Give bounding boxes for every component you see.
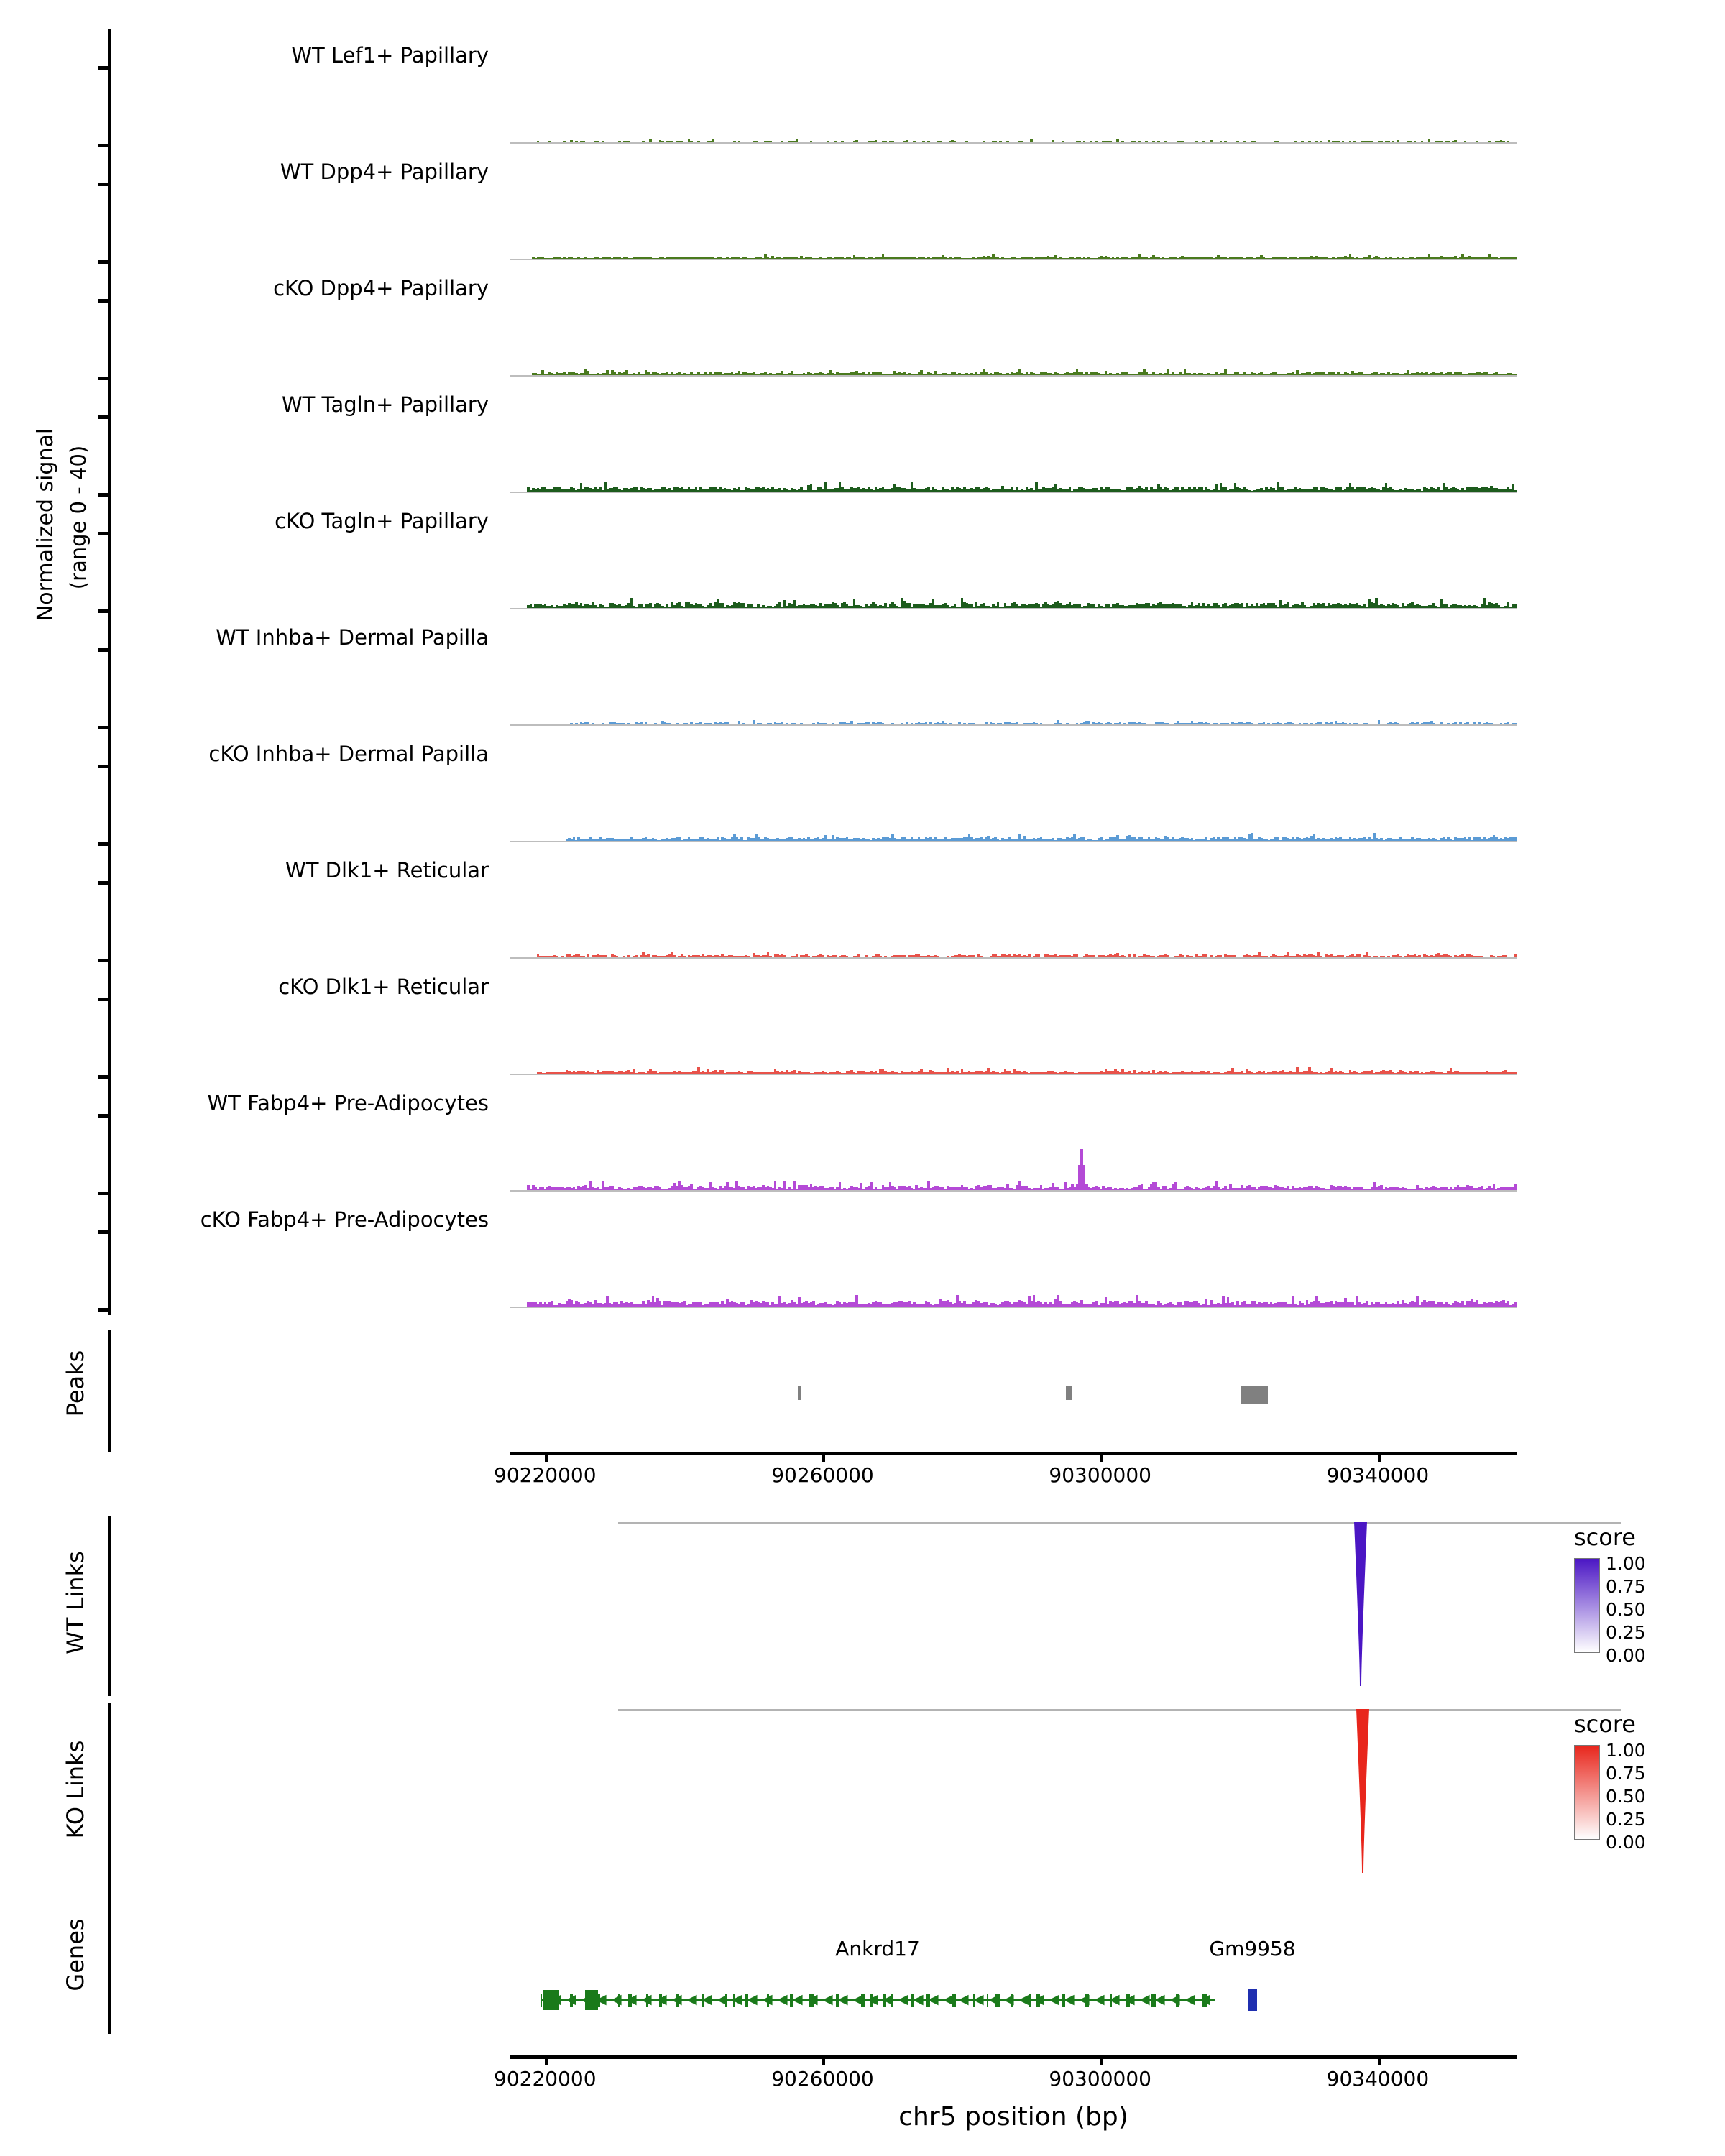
wt-legend-gradient [1574, 1558, 1600, 1653]
ko-links-axis-spine [108, 1703, 111, 1883]
gene-strand-arrow: ◀ [747, 1991, 758, 2007]
ko-links-legend [1574, 1710, 1725, 1853]
track-label: cKO Fabp4+ Pre-Adipocytes [200, 1207, 489, 1232]
coverage-track [108, 618, 1617, 726]
axis-tick [98, 959, 108, 962]
ko-link-arcs [618, 1709, 1621, 1881]
gene-strand-arrow: ◀ [852, 1991, 863, 2007]
axis-tick [98, 842, 108, 846]
axis-tick [98, 1230, 108, 1234]
gene-strand-arrow: ◀ [1109, 1991, 1120, 2007]
coverage-track [108, 1084, 1617, 1192]
axis-tick [98, 648, 108, 652]
axis-tick [98, 260, 108, 264]
gene-strand-arrow: ◀ [807, 1991, 818, 2007]
y-axis-label-line1: Normalized signal [33, 428, 58, 622]
gene-strand-arrow: ◀ [1139, 1991, 1150, 2007]
wt-links-legend [1574, 1524, 1725, 1666]
wt-legend-title: score [1574, 1524, 1636, 1551]
peaks-label: Peaks [62, 1350, 89, 1417]
track-plot [510, 648, 1517, 726]
gene-strand-arrow: ◀ [671, 1991, 682, 2007]
gene-strand-arrow: ◀ [1034, 1991, 1044, 2007]
gene-strand-arrow: ◀ [626, 1991, 637, 2007]
gene-exon [540, 1994, 542, 2007]
legend-tick-label: 1.00 [1606, 1553, 1646, 1574]
axis-tick [98, 1114, 108, 1118]
axis-tick [822, 2055, 825, 2065]
gene-strand-arrow: ◀ [973, 1991, 984, 2007]
track-plot [510, 1114, 1517, 1192]
ko-legend-ticks [1606, 1739, 1725, 1854]
gene-strand-arrow: ◀ [641, 1991, 652, 2007]
gene-strand-arrow: ◀ [1124, 1991, 1135, 2007]
axis-tick [98, 144, 108, 147]
axis-tick [545, 2055, 548, 2065]
axis-tick [98, 415, 108, 419]
track-label: cKO Dpp4+ Papillary [273, 276, 489, 300]
axis-tick [1378, 2055, 1381, 2065]
track-label: WT Tagln+ Papillary [281, 392, 489, 417]
coverage-track [108, 967, 1617, 1075]
coverage-track [108, 1200, 1617, 1308]
wt-links-label: WT Links [62, 1551, 89, 1654]
gene-strand-arrow: ◀ [1169, 1991, 1180, 2007]
gene-strand-arrow: ◀ [551, 1991, 561, 2007]
axis-tick-label: 90260000 [771, 1463, 874, 1487]
peaks-axis-spine [108, 1330, 111, 1452]
gene-exon [1248, 1989, 1257, 2011]
axis-bar [510, 1452, 1517, 1455]
axis-tick-label: 90340000 [1326, 2067, 1430, 2091]
gene-strand-arrow: ◀ [1154, 1991, 1165, 2007]
track-baseline [510, 1190, 1517, 1192]
axis-tick [545, 1452, 548, 1462]
track-baseline [510, 841, 1517, 842]
gene-strand-arrow: ◀ [596, 1991, 607, 2007]
gene-strand-arrow: ◀ [1200, 1991, 1210, 2007]
gene-strand-arrow: ◀ [1184, 1991, 1195, 2007]
wt-link-arcs [618, 1522, 1621, 1695]
gene-models [510, 1883, 1517, 2034]
gene-strand-arrow: ◀ [566, 1991, 576, 2007]
coverage-track [108, 502, 1617, 609]
gene-strand-arrow: ◀ [837, 1991, 848, 2007]
axis-tick [98, 998, 108, 1001]
axis-tick-label: 90340000 [1326, 1463, 1430, 1487]
gene-strand-arrow: ◀ [822, 1991, 833, 2007]
gene-strand-arrow: ◀ [762, 1991, 773, 2007]
x-axis-title: chr5 position (bp) [898, 2102, 1128, 2132]
gene-strand-arrow: ◀ [898, 1991, 908, 2007]
track-baseline [510, 608, 1517, 609]
axis-tick [98, 66, 108, 70]
track-label: WT Dlk1+ Reticular [285, 858, 489, 883]
gene-strand-arrow: ◀ [1064, 1991, 1075, 2007]
genes-label: Genes [62, 1918, 89, 1991]
gene-strand-arrow: ◀ [1049, 1991, 1059, 2007]
gene-strand-arrow: ◀ [1018, 1991, 1029, 2007]
legend-tick-label: 0.25 [1606, 1809, 1646, 1830]
link-arc [1341, 1709, 1384, 1874]
coverage-track [108, 851, 1617, 959]
axis-tick-label: 90220000 [494, 2067, 597, 2091]
wt-legend-ticks [1606, 1552, 1725, 1667]
gene-strand-arrow: ◀ [1079, 1991, 1090, 2007]
legend-tick-label: 0.50 [1606, 1599, 1646, 1620]
legend-tick-label: 0.75 [1606, 1576, 1646, 1597]
gene-strand-arrow: ◀ [943, 1991, 954, 2007]
coverage-track [108, 269, 1617, 377]
gene-strand-arrow: ◀ [988, 1991, 999, 2007]
peak-region [798, 1386, 801, 1400]
gene-strand-arrow: ◀ [611, 1991, 622, 2007]
track-label: cKO Dlk1+ Reticular [278, 975, 489, 999]
y-axis-label-line2: (range 0 - 40) [66, 445, 91, 590]
track-plot [510, 183, 1517, 260]
axis-tick [98, 765, 108, 768]
gene-strand-arrow: ◀ [913, 1991, 924, 2007]
axis-tick [98, 377, 108, 380]
peaks-panel [62, 1330, 1617, 1452]
track-plot [510, 998, 1517, 1075]
wt-links-axis-spine [108, 1516, 111, 1696]
track-plot [510, 765, 1517, 842]
track-baseline [510, 259, 1517, 260]
track-baseline [510, 957, 1517, 959]
gene-strand-arrow: ◀ [581, 1991, 592, 2007]
peak-region [1066, 1386, 1072, 1400]
track-baseline [510, 1074, 1517, 1075]
track-baseline [510, 142, 1517, 144]
axis-tick [98, 1075, 108, 1079]
axis-tick [98, 1308, 108, 1312]
gene-strand-arrow: ◀ [732, 1991, 742, 2007]
track-plot [510, 415, 1517, 493]
axis-tick [98, 881, 108, 885]
axis-tick-label: 90260000 [771, 2067, 874, 2091]
track-plot [510, 1230, 1517, 1308]
track-label: cKO Tagln+ Papillary [275, 509, 489, 533]
track-label: WT Fabp4+ Pre-Adipocytes [207, 1091, 489, 1115]
genes-axis-spine [108, 1883, 111, 2034]
axis-tick [98, 493, 108, 497]
gene-strand-arrow: ◀ [883, 1991, 893, 2007]
peak-region [1241, 1386, 1268, 1404]
coverage-panel [108, 29, 1617, 1315]
gene-strand-arrow: ◀ [1003, 1991, 1014, 2007]
gene-name-label: Ankrd17 [835, 1937, 920, 1961]
link-arc [1339, 1522, 1382, 1687]
track-baseline [510, 375, 1517, 377]
track-plot [510, 881, 1517, 959]
axis-tick [822, 1452, 825, 1462]
gene-strand-arrow: ◀ [702, 1991, 712, 2007]
coverage-track [108, 152, 1617, 260]
gene-strand-arrow: ◀ [868, 1991, 878, 2007]
gene-strand-arrow: ◀ [1094, 1991, 1105, 2007]
axis-tick [1378, 1452, 1381, 1462]
legend-tick-label: 1.00 [1606, 1740, 1646, 1761]
genomic-axis-top [494, 1452, 1517, 1487]
gene-strand-arrow: ◀ [686, 1991, 697, 2007]
gene-strand-arrow: ◀ [928, 1991, 939, 2007]
track-plot [510, 532, 1517, 609]
track-baseline [510, 1307, 1517, 1308]
legend-tick-label: 0.75 [1606, 1763, 1646, 1784]
axis-tick [98, 726, 108, 729]
legend-tick-label: 0.00 [1606, 1832, 1646, 1853]
track-label: WT Dpp4+ Papillary [280, 160, 489, 184]
gene-strand-arrow: ◀ [717, 1991, 727, 2007]
coverage-track [108, 385, 1617, 493]
axis-tick-label: 90300000 [1049, 1463, 1151, 1487]
ko-links-panel [62, 1703, 1617, 1883]
track-label: WT Inhba+ Dermal Papilla [216, 625, 489, 650]
axis-tick-label: 90220000 [494, 1463, 597, 1487]
track-baseline [510, 724, 1517, 726]
track-label: WT Lef1+ Papillary [291, 43, 489, 68]
gene-strand-arrow: ◀ [777, 1991, 788, 2007]
ko-legend-gradient [1574, 1745, 1600, 1840]
gene-strand-arrow: ◀ [958, 1991, 969, 2007]
wt-links-panel [62, 1516, 1617, 1696]
track-plot [510, 299, 1517, 377]
axis-tick [98, 1192, 108, 1195]
legend-tick-label: 0.00 [1606, 1645, 1646, 1666]
genomic-axis-bottom [494, 2055, 1517, 2091]
track-label: cKO Inhba+ Dermal Papilla [208, 742, 489, 766]
genes-panel [62, 1883, 1617, 2063]
axis-tick [98, 299, 108, 303]
legend-tick-label: 0.50 [1606, 1786, 1646, 1807]
legend-tick-label: 0.25 [1606, 1622, 1646, 1643]
track-plot [510, 66, 1517, 144]
ko-links-label: KO Links [62, 1740, 89, 1839]
axis-tick [1100, 2055, 1103, 2065]
axis-tick [98, 609, 108, 613]
peak-marks [510, 1330, 1517, 1452]
axis-tick [1100, 1452, 1103, 1462]
track-baseline [510, 492, 1517, 493]
axis-bar [510, 2055, 1517, 2059]
axis-tick-label: 90300000 [1049, 2067, 1151, 2091]
axis-tick [98, 532, 108, 535]
axis-tick [98, 183, 108, 186]
gene-strand-arrow: ◀ [792, 1991, 803, 2007]
coverage-track [108, 734, 1617, 842]
ko-legend-title: score [1574, 1710, 1636, 1738]
gene-strand-arrow: ◀ [656, 1991, 667, 2007]
gene-name-label: Gm9958 [1209, 1937, 1296, 1961]
coverage-track [108, 36, 1617, 144]
